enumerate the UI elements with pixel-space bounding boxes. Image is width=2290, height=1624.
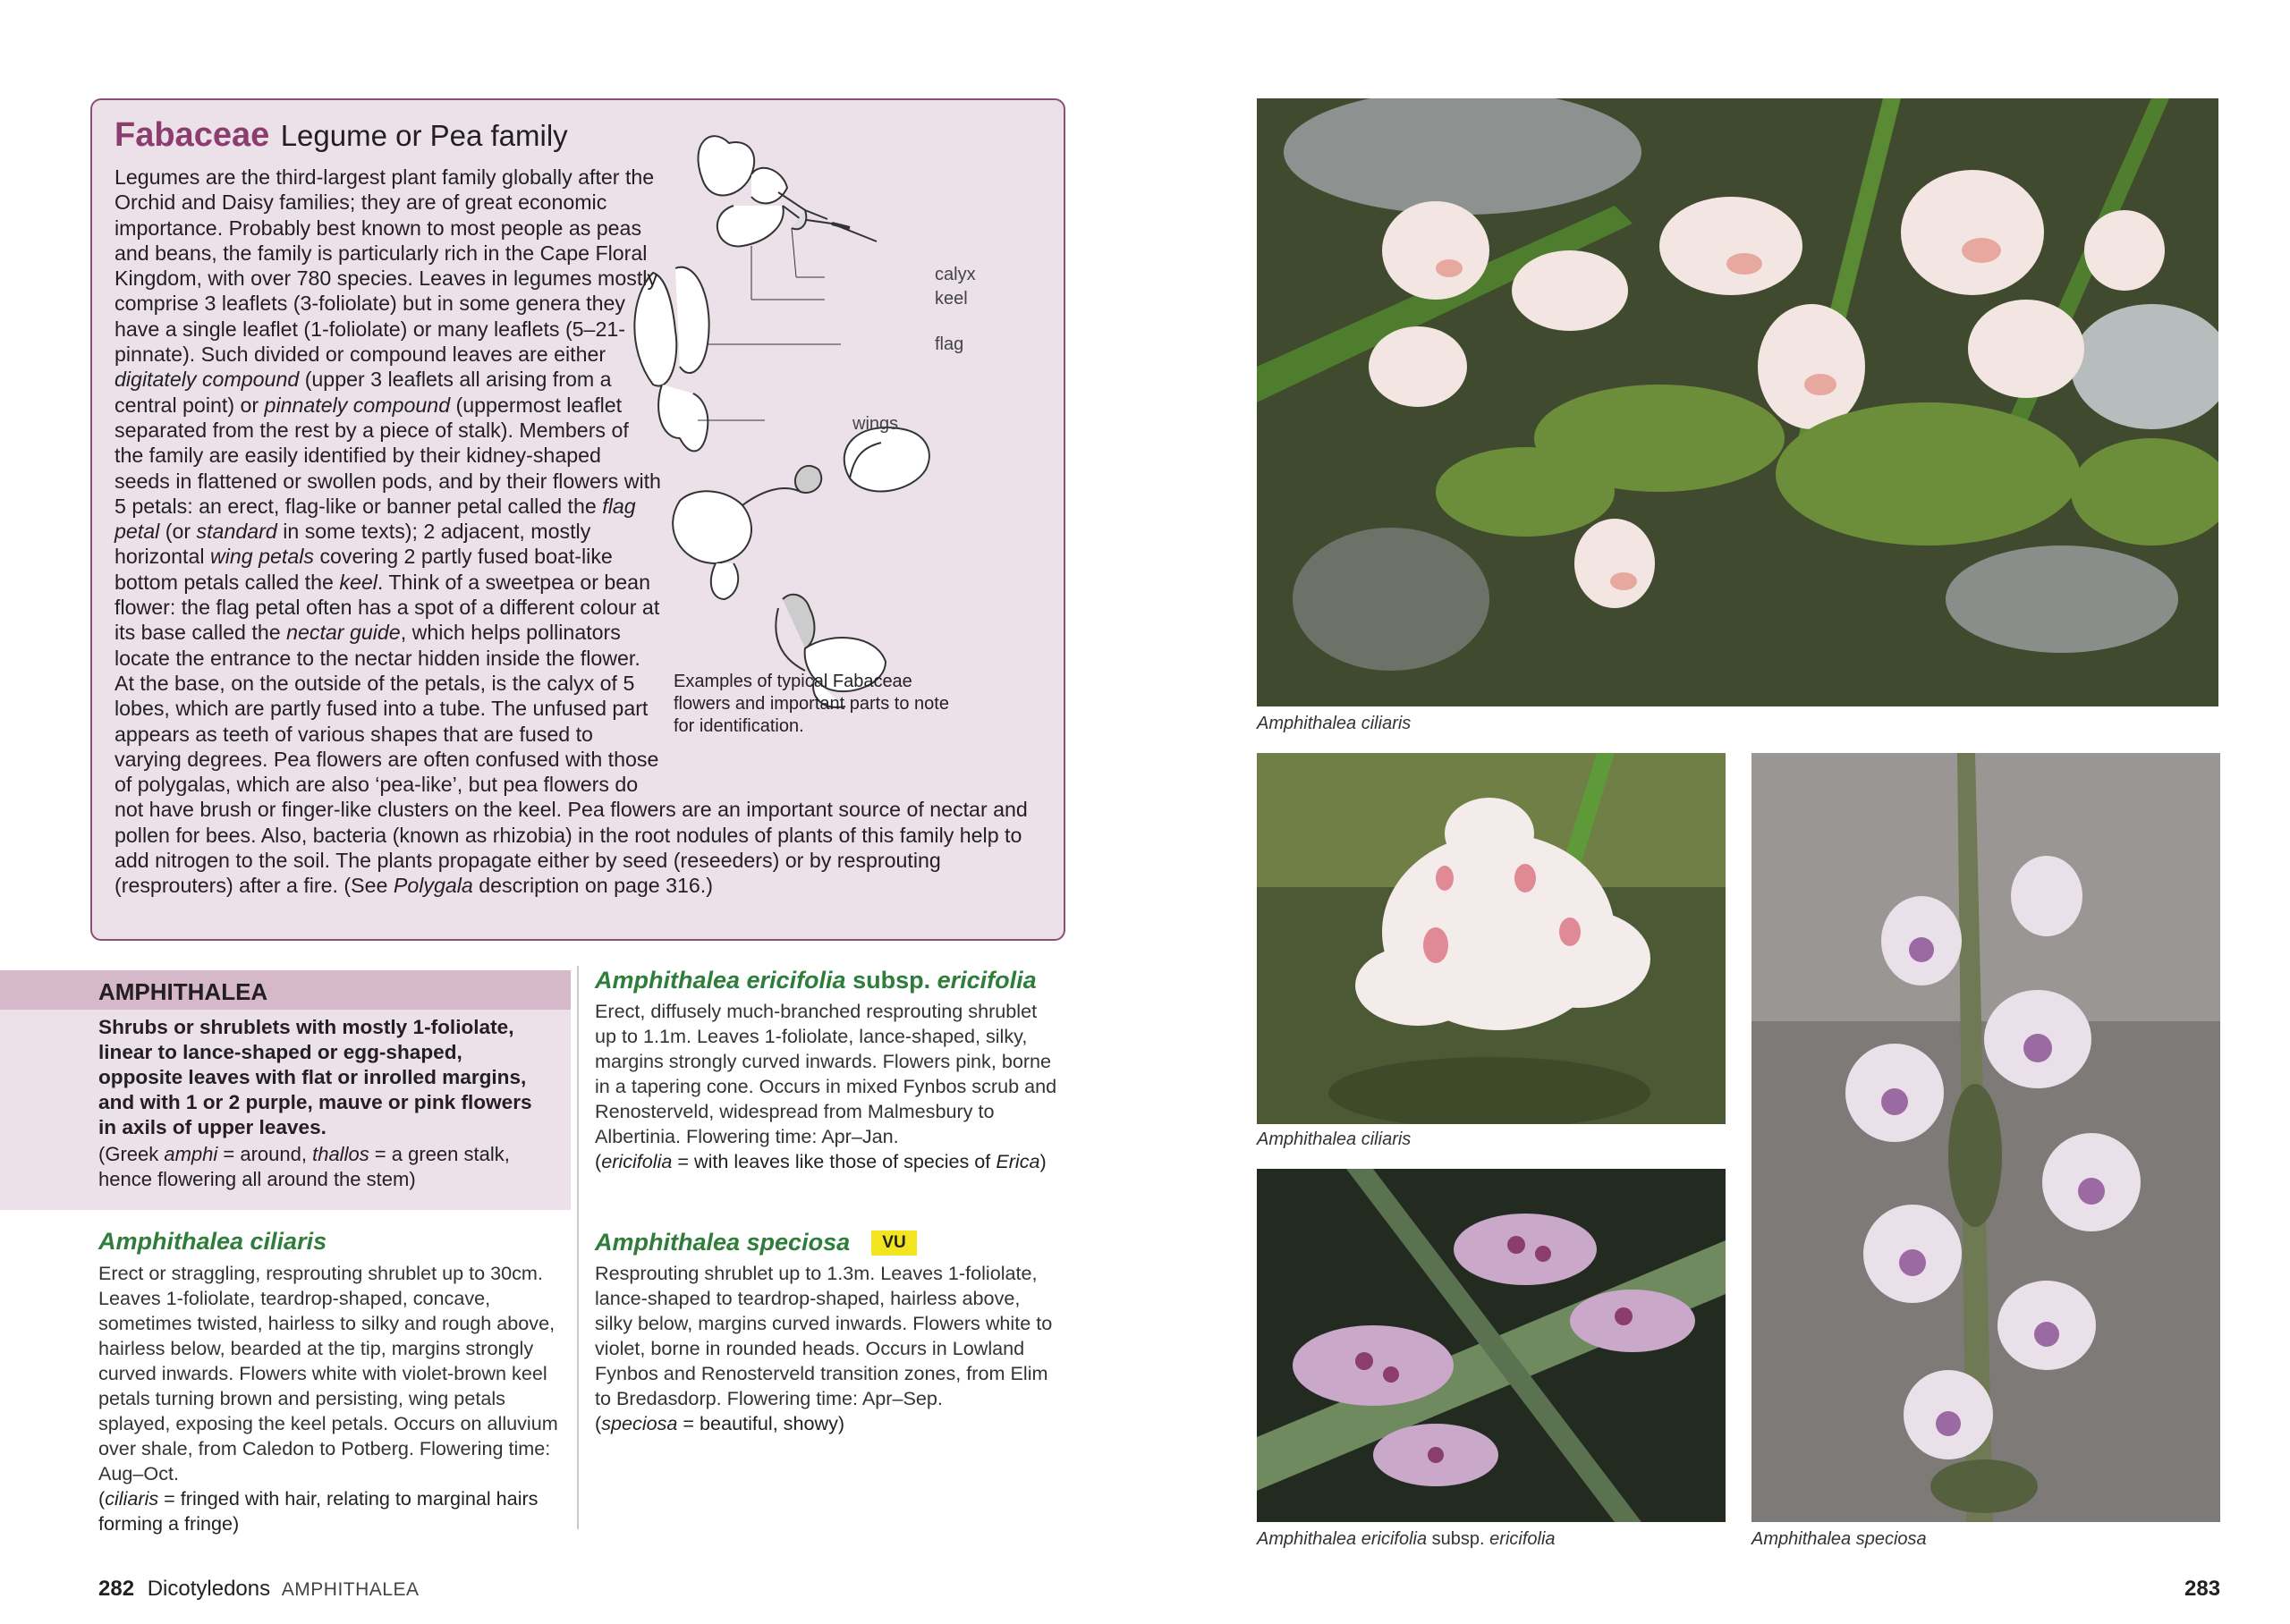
illustration-caption: Examples of typical Fabaceae flowers and important parts to note for identification. [674, 672, 949, 736]
genus-header-bar [0, 970, 571, 1010]
family-common-name: Legume or Pea family [280, 119, 568, 152]
photo-caption: Amphithalea ciliaris [1257, 714, 1412, 733]
genus-name: AMPHITHALEA [98, 978, 268, 1005]
column-divider [577, 966, 579, 1529]
family-heading [114, 116, 568, 155]
species-description: Erect, diffusely much-branched resprouting shrublet up to 1.1m. Leaves 1-foliolate, lance-shaped, silky, margins strongly curved inwards. Flowers pink, borne in a tapering cone. Occurs in mixed Fynbos scrub and Renosterveld, widespread from Malmesbury to Albertinia. Flowering time: Apr–Jan. [595, 1000, 1057, 1147]
species-entry-ericifolia [595, 999, 1060, 1174]
label-calyx: calyx [935, 265, 976, 284]
species-entry-speciosa [595, 1261, 1060, 1436]
vulnerable-status-badge: VU [871, 1231, 917, 1256]
page-number-left: 282 [98, 1577, 135, 1601]
genus-etymology: (Greek amphi = around, thallos = a green stalk, hence flowering all around the stem) [98, 1143, 510, 1190]
label-wings: wings [852, 414, 899, 434]
species-etymology: (ciliaris = fringed with hair, relating to marginal hairs forming a fringe) [98, 1487, 539, 1535]
species-etymology: (ericifolia = with leaves like those of species of Erica) [595, 1150, 1047, 1172]
species-title-speciosa: Amphithalea speciosa [595, 1229, 851, 1256]
family-name: Fabaceae [114, 116, 270, 154]
photo-amphithalea-ericifolia [1257, 1169, 1726, 1522]
page-number-right: 283 [2184, 1577, 2221, 1601]
species-entry-ciliaris [98, 1261, 564, 1536]
species-description: Resprouting shrublet up to 1.3m. Leaves 1-foliolate, lance-shaped to teardrop-shaped, hairless above, silky below, margins curved inwards. Flowers white to violet, borne in rounded heads. Occurs in Lowland Fynbos and Renosterveld transition zones, from Elim to Bredasdorp. Flowering time: Apr–Sep. [595, 1262, 1053, 1409]
species-title-ericifolia: Amphithalea ericifolia subsp. ericifolia [595, 967, 1037, 994]
photo-caption: Amphithalea ciliaris [1257, 1129, 1412, 1149]
species-description: Erect or straggling, resprouting shrublet up to 30cm. Leaves 1-foliolate, teardrop-shaped, concave, sometimes twisted, hairless to silky and rough above, hairless below, bearded at the tip, margins strongly curved inwards. Flowers white with violet-brown keel petals turning brown and persisting, wing petals splayed, exposing the keel petals. Occurs on alluvium over shale, from Caledon to Potberg. Flowering time: Aug–Oct. [98, 1262, 558, 1484]
footer-section: Dicotyledons [147, 1577, 271, 1601]
genus-description: Shrubs or shrublets with mostly 1-foliolate, linear to lance-shaped or egg-shaped, opposite leaves with flat or inrolled margins, and with 1 or 2 purple, mauve or pink flowers in axils of upper leaves. [98, 1016, 532, 1138]
photo-caption: Amphithalea ericifolia subsp. ericifolia [1257, 1529, 1556, 1549]
label-keel: keel [935, 289, 968, 309]
footer-genus: AMPHITHALEA [281, 1579, 420, 1600]
species-etymology: (speciosa = beautiful, showy) [595, 1412, 845, 1434]
photo-caption: Amphithalea speciosa [1751, 1529, 1927, 1549]
species-title-ciliaris: Amphithalea ciliaris [98, 1228, 327, 1255]
family-description: Legumes are the third-largest plant family globally after the Orchid and Daisy families; they are of great economic importance. Probably best known to most people as peas and beans, the family is particularly rich in the Cape Floral Kingdom, with over 780 species. Leaves in legumes mostly comprise 3 leaflets (3-foliolate) but in some genera they have a single leaflet (1-foliolate) or many leaflets (5–21-pinnate). Such divided or compound leaves are either digitately compound (upper 3 leaflets all arising from a central point) or pinnately compound (uppermost leaflet separated from the rest by a piece of stalk). Members of the family are easily identified by their kidney-shaped seeds in flattened or swollen pods, and by their flowers with 5 petals: an erect, flag-like or banner petal called the flag petal (or standard in some texts); 2 adjacent, mostly horizontal wing petals covering 2 partly fused boat-like bottom petals called the keel. Think of a sweetpea or bean flower: the flag petal often has a spot of a different colour at its base called the nectar guide, which helps pollinators locate the entrance to the nectar hidden inside the flower. At the base, on the outside of the petals, is the calyx of 5 lobes, which are partly fused into a tube. The unfused part appears as teeth of various shapes that are fused to varying degrees. Pea flowers are often confused with those of polygalas, which are also ‘pea-like’, but pea flowers do not have brush or finger-like clusters on the keel. Pea flowers are an important source of nectar and pollen for bees. Also, bacteria (known as rhizobia) in the root nodules of plants of this family help to add nitrogen to the soil. The plants propagate either by seed (reseeders) or by resprouting (resprouters) after a fire. (See Polygala description on page 316.) [114, 165, 1028, 898]
photo-amphithalea-ciliaris-2 [1257, 753, 1726, 1124]
label-flag: flag [935, 334, 964, 354]
photo-amphithalea-speciosa [1751, 753, 2220, 1522]
photo-amphithalea-ciliaris-1 [1257, 98, 2218, 706]
footer-left [98, 1577, 420, 1602]
